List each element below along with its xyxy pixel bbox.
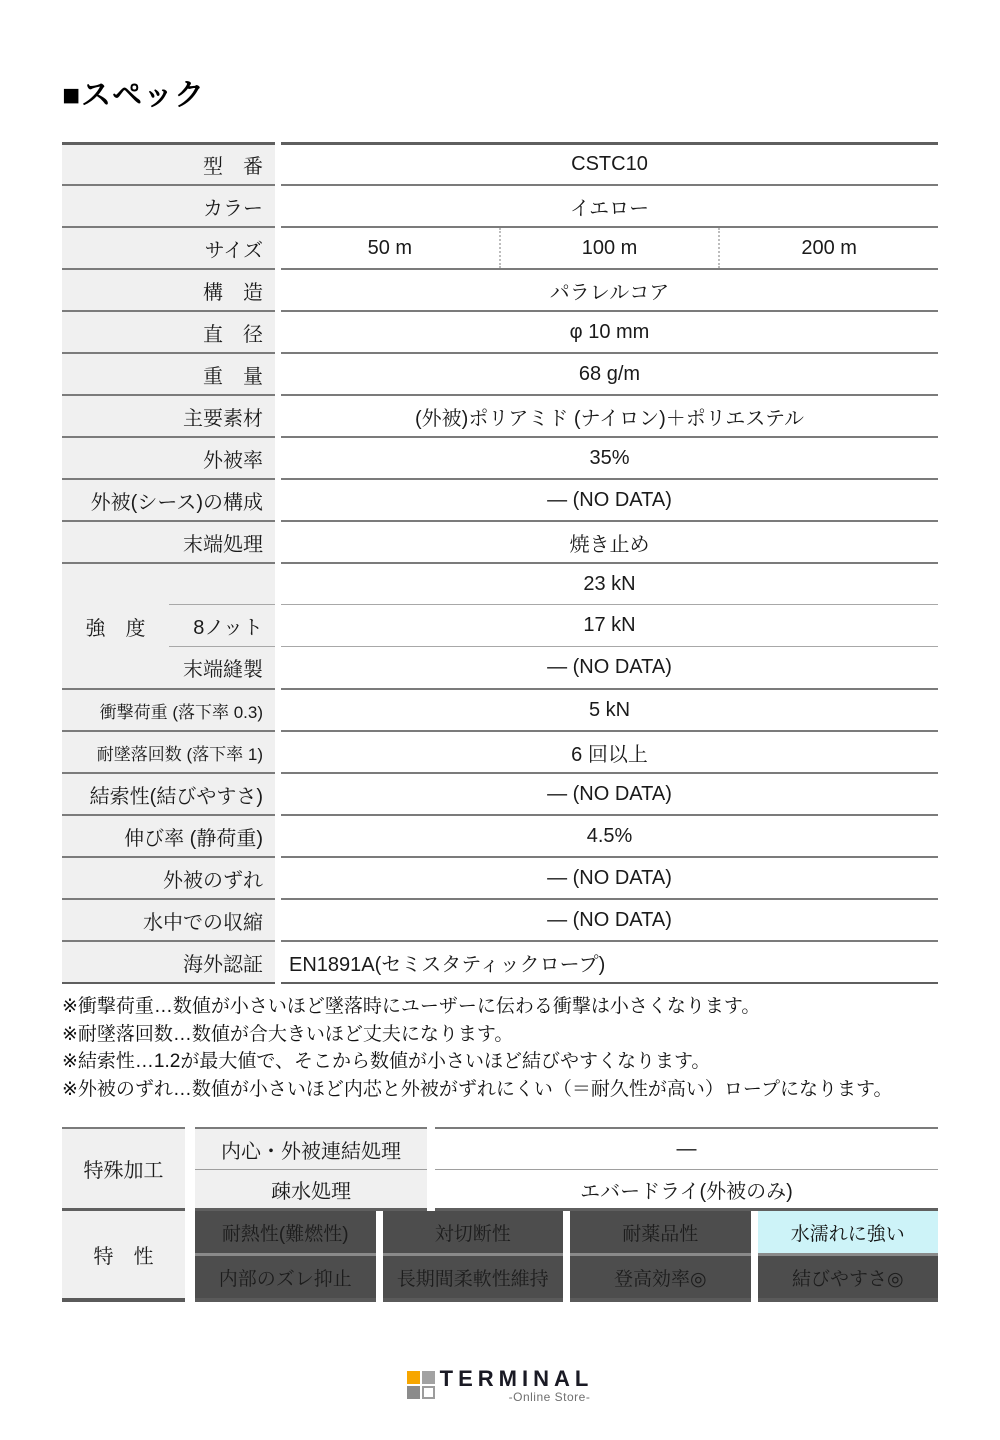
row-label: 伸び率 (静荷重) bbox=[62, 814, 275, 856]
table-group-strength bbox=[62, 562, 938, 688]
feature-cell-cut-resistance: 対切断性 bbox=[383, 1211, 564, 1253]
table-row-diameter bbox=[62, 310, 938, 352]
row-value: (外被)ポリアミド (ナイロン)＋ポリエステル bbox=[281, 394, 938, 436]
row-label: サイズ bbox=[62, 226, 275, 268]
row-label: 直 径 bbox=[62, 310, 275, 352]
size-option: 200 m bbox=[718, 228, 938, 268]
row-value: ― (NO DATA) bbox=[281, 772, 938, 814]
features-column bbox=[570, 1211, 751, 1302]
sub-row-label: 8ノット bbox=[169, 604, 275, 646]
logo-square-darkgray bbox=[407, 1386, 420, 1399]
table-row-elongation bbox=[62, 814, 938, 856]
row-label: 外被(シース)の構成 bbox=[62, 478, 275, 520]
features-column bbox=[195, 1211, 376, 1302]
sub-row-label: 末端縫製 bbox=[169, 646, 275, 688]
row-value: 焼き止め bbox=[281, 520, 938, 562]
table-row-size bbox=[62, 226, 938, 268]
footnotes bbox=[62, 993, 938, 1103]
row-value: エバードライ(外被のみ) bbox=[435, 1169, 938, 1211]
column-gap bbox=[185, 1127, 195, 1211]
row-label: 結索性(結びやすさ) bbox=[62, 772, 275, 814]
table-row-end-treatment bbox=[62, 520, 938, 562]
table-row-sheath-slippage bbox=[62, 856, 938, 898]
features-column bbox=[383, 1211, 564, 1302]
row-label: 水中での収縮 bbox=[62, 898, 275, 940]
brand-name: TERMINAL bbox=[439, 1366, 594, 1391]
logo-square-gray bbox=[422, 1371, 435, 1384]
row-label: カラー bbox=[62, 184, 275, 226]
table-row-sheath-rate bbox=[62, 436, 938, 478]
row-value: ― bbox=[435, 1127, 938, 1169]
terminal-logo-icon bbox=[407, 1366, 435, 1399]
page-title: ■スペック bbox=[62, 79, 206, 112]
logo-text bbox=[440, 1366, 594, 1404]
row-label: 末端処理 bbox=[62, 520, 275, 562]
row-value: 17 kN bbox=[281, 604, 938, 646]
row-value: イエロー bbox=[281, 184, 938, 226]
feature-cell-long-term-flexibility: 長期間柔軟性維持 bbox=[383, 1253, 564, 1302]
row-value: 5 kN bbox=[281, 688, 938, 730]
special-processing-table bbox=[62, 1127, 938, 1211]
feature-cell-chemical-resistance: 耐薬品性 bbox=[570, 1211, 751, 1253]
table-row-strength-8knot bbox=[169, 604, 938, 646]
row-label: 型 番 bbox=[62, 142, 275, 184]
row-value: 35% bbox=[281, 436, 938, 478]
feature-cell-heat-resistance: 耐熱性(難燃性) bbox=[195, 1211, 376, 1253]
row-value: ― (NO DATA) bbox=[281, 898, 938, 940]
row-value: ― (NO DATA) bbox=[281, 856, 938, 898]
size-values bbox=[281, 226, 938, 268]
table-row-strength-sewn-end bbox=[169, 646, 938, 688]
table-row-impact-load bbox=[62, 688, 938, 730]
row-label: 疎水処理 bbox=[195, 1169, 427, 1211]
footer-logo bbox=[62, 1366, 938, 1404]
table-row-fall-resistance bbox=[62, 730, 938, 772]
table-row-material bbox=[62, 394, 938, 436]
feature-cell-internal-slip-control: 内部のズレ抑止 bbox=[195, 1253, 376, 1302]
table-row-water-shrinkage bbox=[62, 898, 938, 940]
footnote: ※結索性…1.2が最大値で、そこから数値が小さいほど結びやすくなります。 bbox=[62, 1051, 711, 1072]
table-row-model bbox=[62, 142, 938, 184]
special-processing-rows bbox=[195, 1127, 938, 1211]
table-row-color bbox=[62, 184, 938, 226]
row-label: 主要素材 bbox=[62, 394, 275, 436]
spec-table bbox=[62, 142, 938, 984]
row-label: 外被のずれ bbox=[62, 856, 275, 898]
row-value: CSTC10 bbox=[281, 142, 938, 184]
table-row-weight bbox=[62, 352, 938, 394]
table-row-core-sheath-bonding bbox=[195, 1127, 938, 1169]
size-option: 50 m bbox=[367, 236, 413, 259]
row-label: 耐墜落回数 (落下率 1) bbox=[62, 730, 275, 772]
table-row-certification bbox=[62, 940, 938, 984]
row-label: 衝撃荷重 (落下率 0.3) bbox=[62, 688, 275, 730]
logo-square-orange bbox=[407, 1371, 420, 1384]
feature-cell-easy-knotting: 結びやすさ◎ bbox=[758, 1253, 939, 1302]
brand-tagline: -Online Store- bbox=[508, 1390, 591, 1405]
strength-sub-rows bbox=[169, 562, 938, 688]
sub-row-label bbox=[169, 562, 275, 604]
features-table bbox=[62, 1211, 938, 1302]
table-row-strength bbox=[169, 562, 938, 604]
feature-cell-climbing-efficiency: 登高効率◎ bbox=[570, 1253, 751, 1302]
row-value: パラレルコア bbox=[281, 268, 938, 310]
row-label: 重 量 bbox=[62, 352, 275, 394]
table-row-knotability bbox=[62, 772, 938, 814]
row-value: ― (NO DATA) bbox=[281, 646, 938, 688]
footnote: ※衝撃荷重…数値が小さいほど墜落時にユーザーに伝わる衝撃は小さくなります。 bbox=[62, 996, 761, 1017]
table-row-water-repellent bbox=[195, 1169, 938, 1211]
special-processing-label: 特殊加工 bbox=[62, 1127, 185, 1211]
table-row-structure bbox=[62, 268, 938, 310]
footnote: ※耐墜落回数…数値が合大きいほど丈夫になります。 bbox=[62, 1023, 514, 1045]
column-gap bbox=[185, 1211, 195, 1302]
group-label: 強 度 bbox=[62, 562, 169, 688]
row-value: EN1891A(セミスタティックロープ) bbox=[281, 940, 938, 984]
row-value: 68 g/m bbox=[281, 352, 938, 394]
row-label: 海外認証 bbox=[62, 940, 275, 984]
features-grid bbox=[195, 1211, 938, 1302]
row-label: 構 造 bbox=[62, 268, 275, 310]
row-value: φ 10 mm bbox=[281, 310, 938, 352]
feature-cell-water-resistant-highlighted: 水濡れに強い bbox=[758, 1211, 939, 1253]
column-gap bbox=[427, 1169, 435, 1211]
table-row-sheath-construction bbox=[62, 478, 938, 520]
row-label: 内心・外被連結処理 bbox=[195, 1127, 427, 1169]
row-value: ― (NO DATA) bbox=[281, 478, 938, 520]
column-gap bbox=[427, 1127, 435, 1169]
logo-square-outline bbox=[422, 1386, 435, 1399]
size-option: 100 m bbox=[499, 228, 719, 268]
row-value: 4.5% bbox=[281, 814, 938, 856]
row-value: 6 回以上 bbox=[281, 730, 938, 772]
features-label: 特 性 bbox=[62, 1211, 185, 1302]
row-label: 外被率 bbox=[62, 436, 275, 478]
features-column bbox=[758, 1211, 939, 1302]
footnote: ※外被のずれ…数値が小さいほど内芯と外被がずれにくい（＝耐久性が高い）ロープになります。 bbox=[62, 1078, 893, 1100]
row-value: 23 kN bbox=[281, 562, 938, 604]
